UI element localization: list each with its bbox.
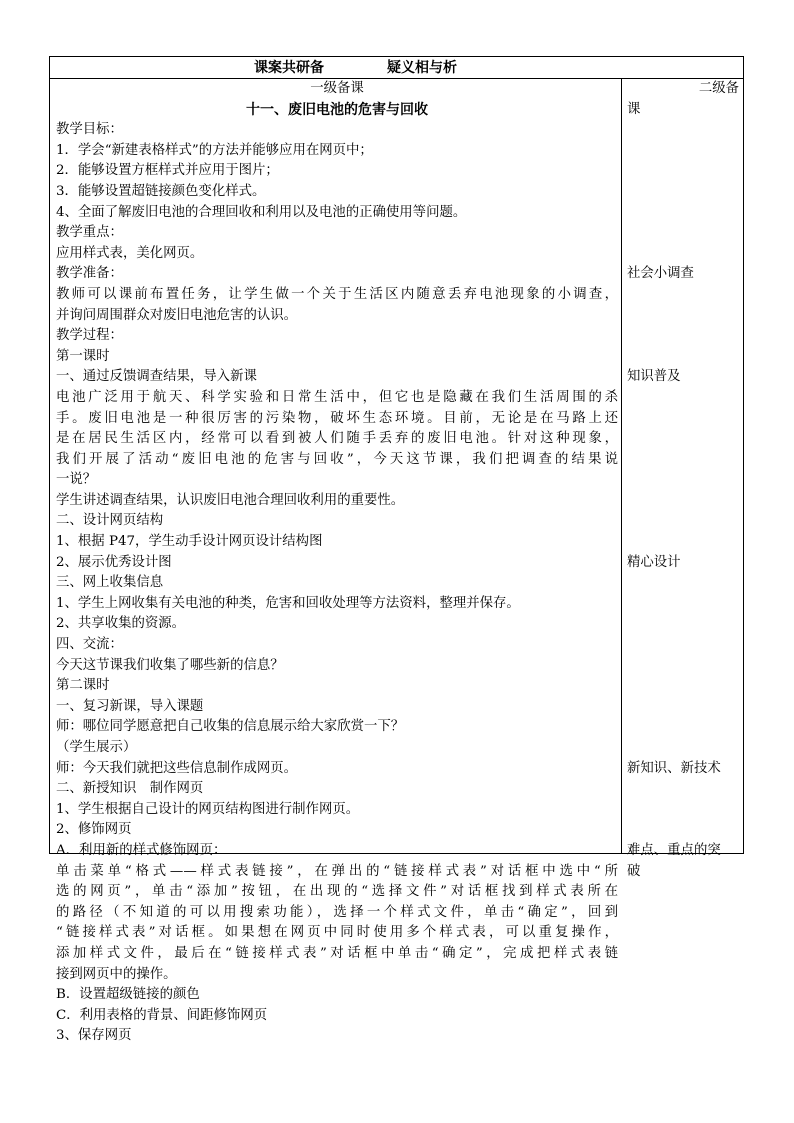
column-divider (621, 79, 622, 853)
lesson-line: 1、学生根据自己设计的网页结构图进行制作网页。 (56, 801, 360, 817)
secondary-notes-column (627, 79, 741, 879)
side-note: 难点、重点的突 (627, 843, 721, 859)
lesson-plan-table (49, 56, 744, 1044)
lesson-line: 一、通过反馈调查结果，导入新课 (56, 369, 257, 385)
lesson-line: 接到网页中的操作。 (56, 966, 177, 982)
lesson-line: C．利用表格的背景、间距修饰网页 (56, 1007, 268, 1023)
lesson-line: 3．能够设置超链接颜色变化样式。 (56, 183, 266, 199)
lesson-line: 的路径（不知道的可以用搜索功能），选择一个样式文件，单击“确定”，回到 (56, 904, 618, 920)
lesson-line: 2、修饰网页 (56, 822, 132, 838)
lesson-line: 一级备课 (310, 81, 364, 96)
primary-lesson-column (56, 79, 618, 1047)
lesson-line: 选的网页”，单击“添加”按钮，在出现的“选择文件”对话框找到样式表所在 (56, 884, 618, 900)
lesson-line: 三、网上收集信息 (56, 575, 164, 591)
lesson-line: 教师可以课前布置任务，让学生做一个关于生活区内随意丢弃电池现象的小调查， (56, 286, 618, 302)
side-note: 社会小调查 (627, 266, 694, 282)
lesson-line: 二、设计网页结构 (56, 513, 164, 529)
lesson-line: 第一课时 (56, 348, 110, 364)
lesson-line: B．设置超级链接的颜色 (56, 987, 200, 1003)
lesson-line: 电池广泛用于航天、科学实验和日常生活中，但它也是隐藏在我们生活周围的杀 (56, 389, 618, 405)
lesson-line: 师：今天我们就把这些信息制作成网页。 (56, 760, 298, 776)
title-left: 课案共研备 (254, 60, 324, 76)
lesson-line: 应用样式表，美化网页。 (56, 245, 204, 261)
lesson-line: 教学目标： (56, 122, 123, 138)
lesson-line: A．利用新的样式修饰网页： (56, 842, 227, 858)
lesson-line: 3、保存网页 (56, 1028, 132, 1044)
lesson-line: 手。废旧电池是一种很厉害的污染物，破坏生态环境。目前，无论是在马路上还 (56, 410, 618, 426)
lesson-line: 第二课时 (56, 678, 110, 694)
side-note: 破 (627, 863, 641, 879)
lesson-line: 1、根据 P47，学生动手设计网页设计结构图 (56, 534, 323, 550)
lesson-line: 师：哪位同学愿意把自己收集的信息展示给大家欣赏一下？ (56, 719, 405, 735)
side-note: 新知识、新技术 (627, 760, 721, 776)
title-right: 疑义相与析 (387, 60, 457, 76)
lesson-line: 是在居民生活区内，经常可以看到被人们随手丢弃的废旧电池。针对这种现象， (56, 431, 618, 447)
lesson-line: 2．能够设置方框样式并应用于图片； (56, 163, 279, 179)
table-title-row (50, 57, 743, 79)
lesson-line: 1、学生上网收集有关电池的种类，危害和回收处理等方法资料，整理并保存。 (56, 595, 520, 611)
lesson-line: 四、交流： (56, 637, 123, 653)
lesson-line: 教学重点： (56, 225, 123, 241)
lesson-line: 二、新授知识 制作网页 (56, 781, 204, 797)
secondary-header (627, 79, 741, 120)
side-note: 知识普及 (627, 369, 681, 385)
lesson-line: 今天这节课我们收集了哪些新的信息？ (56, 657, 284, 673)
lesson-line: 一说？ (56, 472, 97, 488)
lesson-line: 4、全面了解废旧电池的合理回收和利用以及电池的正确使用等问题。 (56, 204, 467, 220)
lesson-line: 十一、废旧电池的危害与回收 (246, 101, 428, 118)
lesson-line: “链接样式表”对话框。如果想在网页中同时使用多个样式表，可以重复操作， (56, 925, 618, 941)
lesson-line: 单击菜单“格式——样式表链接”，在弹出的“链接样式表”对话框中选中“所 (56, 863, 618, 879)
lesson-line: 我们开展了活动“废旧电池的危害与回收”，今天这节课，我们把调查的结果说 (56, 451, 618, 467)
lesson-line: 学生讲述调查结果，认识废旧电池合理回收利用的重要性。 (56, 492, 405, 508)
secondary-header-line2: 课 (627, 101, 641, 117)
lesson-line: 教学准备： (56, 266, 123, 282)
lesson-line: 1．学会“新建表格样式”的方法并能够应用在网页中； (56, 142, 373, 158)
lesson-line: 并询问周围群众对废旧电池危害的认识。 (56, 307, 298, 323)
lesson-line: 2、展示优秀设计图 (56, 554, 172, 570)
secondary-header-line1: 二级备 (698, 81, 739, 96)
side-note: 精心设计 (627, 554, 681, 570)
lesson-line: 一、复习新课，导入课题 (56, 698, 204, 714)
lesson-line: （学生展示） (56, 740, 137, 755)
lesson-line: 2、共享收集的资源。 (56, 616, 186, 632)
lesson-line: 教学过程： (56, 328, 123, 344)
lesson-line: 添加样式文件，最后在“链接样式表”对话框中单击“确定”，完成把样式表链 (56, 945, 618, 961)
